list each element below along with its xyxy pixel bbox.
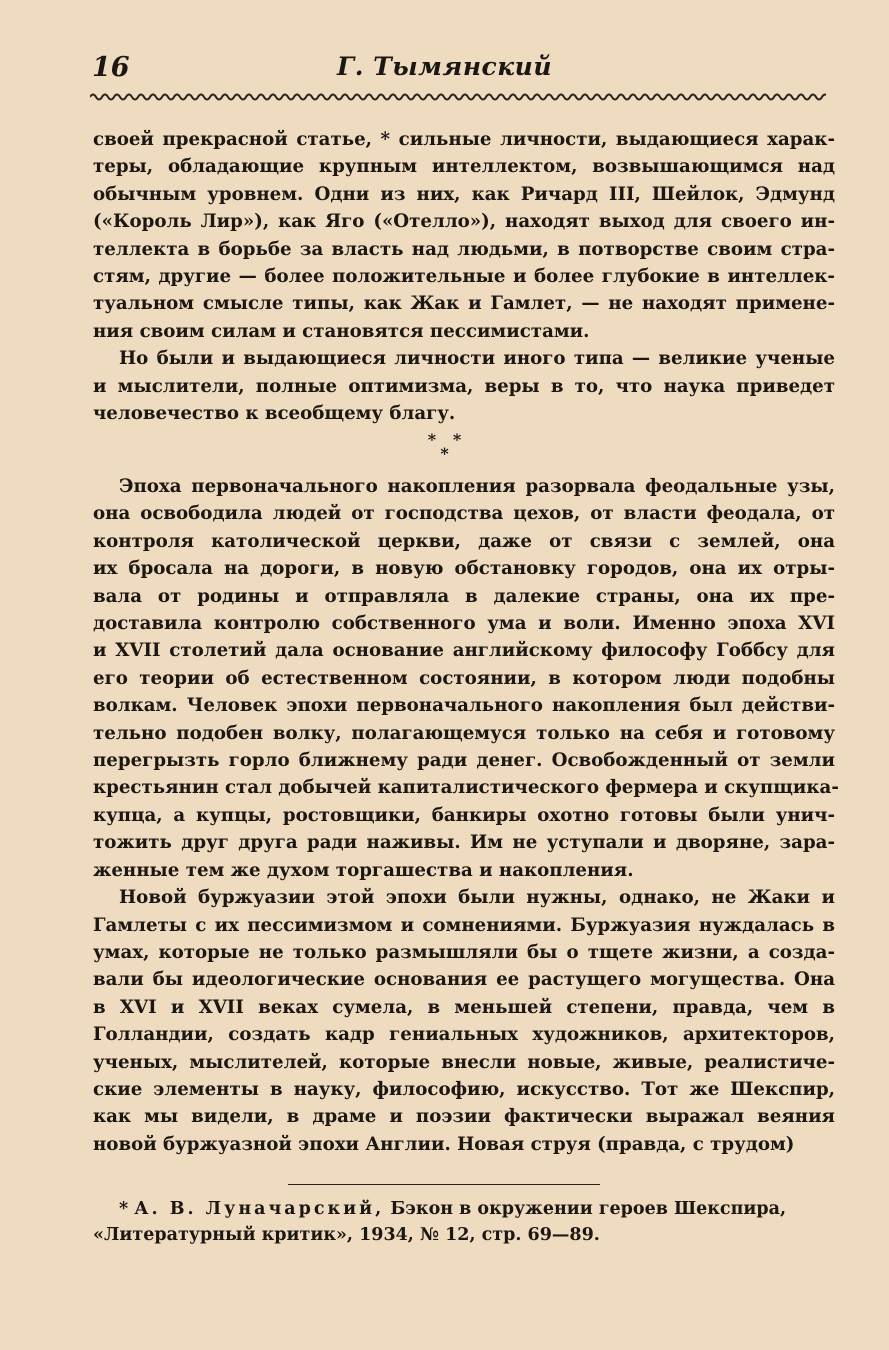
- text-line: их бросала на дороги, в новую обстановку городов, она их отры-: [93, 558, 835, 580]
- footnote-marker: *: [119, 1199, 129, 1219]
- footnote-title: Бэкон в окружении героев Шекспира,: [390, 1199, 787, 1219]
- asterism-top: * *: [427, 430, 462, 449]
- page-number: 16: [92, 52, 130, 83]
- text-line: Но были и выдающиеся личности иного типа — великие ученые: [119, 348, 835, 370]
- text-line: («Король Лир»), как Яго («Отелло»), находят выход для своего ин-: [93, 211, 835, 233]
- text-line: новой буржуазной эпохи Англии. Новая струя (правда, с трудом): [93, 1133, 795, 1155]
- text-line: Новой буржуазии этой эпохи были нужны, однако, не Жаки и: [119, 887, 835, 909]
- text-line: и мыслители, полные оптимизма, веры в то, что наука приведет: [93, 375, 835, 397]
- text-line: стям, другие — более положительные и более глубокие в интеллек-: [93, 266, 835, 288]
- text-line: женные тем же духом торгашества и накопления.: [93, 859, 634, 881]
- text-block-1: [93, 126, 835, 427]
- text-line: Голландии, создать кадр гениальных художников, архитекторов,: [93, 1024, 835, 1046]
- paragraph-4: [93, 884, 835, 1158]
- text-line: ния своим силам и становятся пессимистами.: [93, 320, 590, 342]
- asterism: [0, 430, 889, 467]
- text-line: ученых, мыслителей, которые внесли новые, живые, реалистиче-: [93, 1051, 835, 1073]
- text-line: она освободила людей от господства цехов, от власти феодала, от: [93, 503, 835, 525]
- paragraph-3: [93, 473, 839, 884]
- footnote: [93, 1196, 835, 1248]
- text-line: человечество к всеобщему благу.: [93, 403, 456, 425]
- wavy-rule-ornament: [90, 90, 826, 104]
- footnote-source: «Литературный критик», 1934, № 12, стр. 69—89.: [93, 1225, 600, 1245]
- footnote-author: А. В. Луначарский,: [134, 1199, 385, 1219]
- paragraph-2: [93, 345, 835, 427]
- text-line: умах, которые не только размышляли бы о тщете жизни, а созда-: [93, 941, 835, 963]
- text-line: купца, а купцы, ростовщики, банкиры охотно готовы были унич-: [93, 804, 835, 826]
- text-line: туальном смысле типы, как Жак и Гамлет, — не находят примене-: [93, 293, 835, 315]
- text-line: в XVI и XVII веках сумела, в меньшей степени, правда, чем в: [93, 996, 835, 1018]
- text-line: доставила контролю собственного ума и воли. Именно эпоха XVI: [93, 613, 835, 635]
- footnote-rule: [288, 1184, 600, 1185]
- text-line: как мы видели, в драме и поэзии фактически выражал веяния: [93, 1106, 835, 1128]
- text-line: его теории об естественном состоянии, в котором люди подобны: [93, 667, 835, 689]
- text-line: Эпоха первоначального накопления разорвала феодальные узы,: [119, 476, 835, 497]
- text-line: волкам. Человек эпохи первоначального накопления был действи-: [93, 695, 835, 717]
- text-line: вала от родины и отправляла в далекие страны, она их пре-: [93, 585, 835, 607]
- text-line: ские элементы в науку, философию, искусство. Тот же Шекспир,: [93, 1078, 835, 1100]
- text-line: перегрызть горло ближнему ради денег. Освобожденный от земли: [93, 750, 835, 772]
- text-line: и XVII столетий дала основание английскому философу Гоббсу для: [93, 640, 835, 662]
- text-line: крестьянин стал добычей капиталистического фермера и скупщика-: [93, 777, 839, 799]
- text-line: Гамлеты с их пессимизмом и сомнениями. Буржуазия нуждалась в: [93, 914, 835, 936]
- text-line: теры, обладающие крупным интеллектом, возвышающимся над: [93, 156, 835, 178]
- paragraph-1: [93, 126, 835, 345]
- asterism-bottom: *: [440, 444, 449, 463]
- text-line: обычным уровнем. Одни из них, как Ричард III, Шейлок, Эдмунд: [93, 183, 835, 205]
- text-line: теллекта в борьбе за власть над людьми, в потворстве своим стра-: [93, 238, 835, 260]
- text-line: тельно подобен волку, полагающемуся только на себя и готовому: [93, 722, 835, 744]
- text-line: вали бы идеологические основания ее растущего могущества. Она: [93, 969, 835, 991]
- text-line: тожить друг друга ради наживы. Им не уступали и дворяне, зара-: [93, 832, 835, 854]
- text-block-2: [93, 473, 839, 1158]
- text-line: своей прекрасной статье, * сильные личности, выдающиеся харак-: [93, 129, 835, 150]
- running-head: Г. Тымянский: [336, 52, 553, 81]
- text-line: контроля католической церкви, даже от связи с землей, она: [93, 530, 835, 552]
